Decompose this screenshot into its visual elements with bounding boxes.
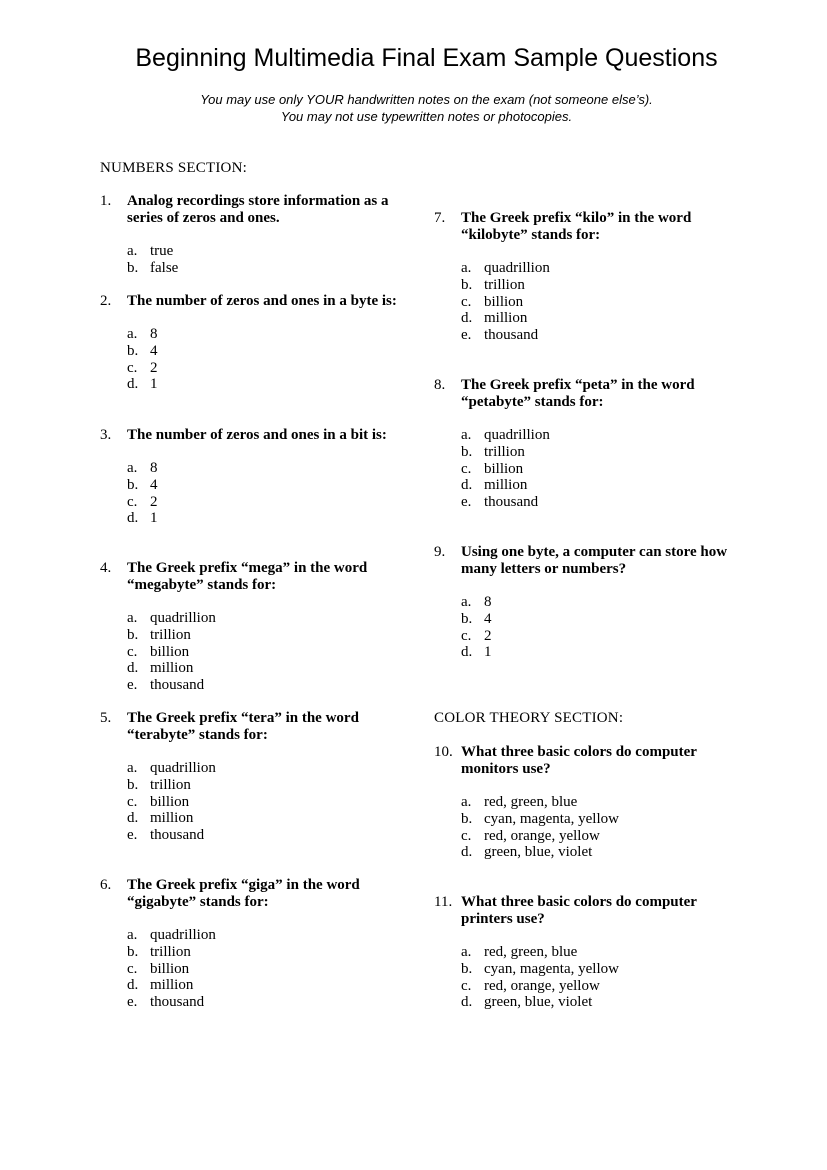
option-letter: d.: [127, 810, 139, 827]
option-text: 1: [484, 644, 492, 661]
option-letter: c.: [127, 793, 138, 810]
option-text: quadrillion: [484, 260, 550, 276]
option-text: million: [484, 310, 528, 327]
option-letter: d.: [461, 644, 473, 661]
answer-option: [127, 994, 417, 1011]
section-heading-numbers: NUMBERS SECTION:: [100, 160, 247, 176]
option-letter: e.: [127, 994, 138, 1011]
option-text: quadrillion: [484, 427, 550, 443]
answer-option: [127, 510, 417, 527]
exam-note-typewritten: You may not use typewritten notes or photocopies.: [280, 109, 573, 124]
question-text: The Greek prefix “tera” in the word “terabyte” stands for:: [127, 710, 359, 743]
option-letter: a.: [461, 794, 472, 810]
answer-option: [127, 360, 417, 377]
question-number: 9.: [434, 544, 446, 560]
option-letter: e.: [461, 327, 472, 344]
answer-option: [461, 477, 736, 494]
answer-option: [461, 644, 736, 661]
option-letter: e.: [127, 677, 138, 694]
question-text: The number of zeros and ones in a bit is:: [127, 427, 387, 443]
answer-option: [461, 294, 736, 311]
option-letter: c.: [127, 359, 138, 376]
option-text: billion: [484, 293, 524, 310]
option-letter: d.: [461, 477, 473, 494]
option-text: 8: [150, 460, 158, 476]
answer-option: [127, 627, 417, 644]
option-letter: e.: [127, 827, 138, 844]
question-number: 4.: [100, 560, 112, 576]
option-letter: a.: [461, 260, 472, 276]
option-text: red, orange, yellow: [484, 827, 600, 844]
option-text: quadrillion: [150, 760, 216, 776]
answer-option: [461, 310, 736, 327]
answer-option: [127, 944, 417, 961]
answer-list: [100, 760, 417, 844]
answer-option: [461, 828, 736, 845]
answer-option: [127, 644, 417, 661]
option-letter: c.: [127, 960, 138, 977]
answer-option: [127, 376, 417, 393]
answer-option: [127, 243, 417, 260]
option-text: billion: [150, 643, 190, 660]
question-10: [434, 744, 736, 861]
option-letter: d.: [127, 376, 139, 393]
option-text: trillion: [150, 943, 191, 960]
answer-list: [100, 243, 417, 277]
answer-list: [100, 326, 417, 393]
option-text: green, blue, violet: [484, 844, 593, 861]
answer-list: [434, 944, 736, 1011]
question-number: 11.: [434, 894, 453, 910]
answer-option: [461, 327, 736, 344]
answer-option: [127, 260, 417, 277]
option-text: thousand: [150, 827, 205, 844]
option-letter: c.: [461, 827, 472, 844]
option-letter: a.: [461, 944, 472, 960]
option-letter: e.: [461, 494, 472, 511]
option-letter: a.: [127, 243, 138, 259]
answer-option: [461, 628, 736, 645]
question-text: What three basic colors do computer monitors use?: [461, 744, 697, 777]
option-letter: b.: [461, 610, 473, 627]
answer-option: [127, 477, 417, 494]
answer-option: [461, 494, 736, 511]
option-text: million: [150, 977, 194, 994]
question-2: [100, 293, 417, 393]
option-text: 4: [150, 342, 158, 359]
option-letter: d.: [461, 310, 473, 327]
exam-note-handwritten: You may use only YOUR handwritten notes on the exam (not someone else’s).: [200, 92, 653, 107]
question-text: Using one byte, a computer can store how many letters or numbers?: [461, 544, 728, 577]
option-text: trillion: [484, 276, 525, 293]
option-letter: b.: [127, 776, 139, 793]
option-letter: a.: [127, 760, 138, 776]
question-text: The Greek prefix “peta” in the word “petabyte” stands for:: [461, 377, 695, 410]
option-text: billion: [484, 460, 524, 477]
question-text: The Greek prefix “kilo” in the word “kilobyte” stands for:: [461, 210, 692, 243]
question-9: [434, 544, 736, 661]
option-text: million: [484, 477, 528, 494]
question-text: The Greek prefix “giga” in the word “gigabyte” stands for:: [127, 877, 360, 910]
answer-option: [127, 927, 417, 944]
option-letter: d.: [127, 977, 139, 994]
option-letter: b.: [127, 259, 139, 276]
option-text: 8: [150, 326, 158, 342]
answer-option: [127, 660, 417, 677]
option-letter: c.: [461, 627, 472, 644]
option-letter: d.: [461, 994, 473, 1011]
option-letter: c.: [461, 293, 472, 310]
question-4: [100, 560, 417, 694]
answer-option: [461, 461, 736, 478]
option-letter: c.: [461, 977, 472, 994]
answer-option: [127, 961, 417, 978]
option-text: green, blue, violet: [484, 994, 593, 1011]
option-text: million: [150, 660, 194, 677]
question-8: [434, 377, 736, 511]
answer-list: [434, 260, 736, 344]
option-text: trillion: [150, 626, 191, 643]
option-text: red, green, blue: [484, 794, 578, 810]
option-text: thousand: [150, 677, 205, 694]
question-text: Analog recordings store information as a series of zeros and ones.: [127, 193, 389, 226]
option-text: 4: [484, 610, 492, 627]
option-text: trillion: [150, 776, 191, 793]
answer-option: [127, 810, 417, 827]
question-3: [100, 427, 417, 527]
option-letter: b.: [127, 626, 139, 643]
answer-option: [461, 844, 736, 861]
answer-option: [461, 611, 736, 628]
question-number: 10.: [434, 744, 453, 760]
question-1: [100, 193, 417, 277]
option-letter: d.: [461, 844, 473, 861]
answer-option: [461, 811, 736, 828]
question-number: 8.: [434, 377, 446, 393]
answer-option: [461, 260, 736, 277]
answer-option: [461, 427, 736, 444]
option-text: billion: [150, 793, 190, 810]
answer-list: [100, 927, 417, 1011]
question-11: [434, 894, 736, 1011]
option-letter: c.: [127, 643, 138, 660]
question-number: 5.: [100, 710, 112, 726]
answer-option: [127, 827, 417, 844]
option-text: cyan, magenta, yellow: [484, 960, 619, 977]
option-text: thousand: [484, 327, 539, 344]
answer-option: [127, 677, 417, 694]
answer-list: [434, 794, 736, 861]
answer-option: [127, 760, 417, 777]
option-letter: d.: [127, 660, 139, 677]
answer-list: [434, 594, 736, 661]
option-letter: b.: [127, 943, 139, 960]
option-text: 1: [150, 376, 158, 393]
option-letter: b.: [461, 810, 473, 827]
option-text: thousand: [150, 994, 205, 1011]
question-text: The Greek prefix “mega” in the word “megabyte” stands for:: [127, 560, 368, 593]
option-text: false: [150, 259, 179, 276]
option-text: quadrillion: [150, 927, 216, 943]
option-letter: a.: [127, 610, 138, 626]
option-letter: b.: [461, 960, 473, 977]
option-letter: c.: [127, 493, 138, 510]
answer-option: [461, 944, 736, 961]
option-text: 2: [150, 493, 158, 510]
option-letter: a.: [461, 427, 472, 443]
option-text: quadrillion: [150, 610, 216, 626]
question-6: [100, 877, 417, 1011]
option-letter: b.: [127, 476, 139, 493]
section-heading-color-theory: COLOR THEORY SECTION:: [434, 710, 624, 726]
option-letter: a.: [127, 927, 138, 943]
option-letter: c.: [461, 460, 472, 477]
option-letter: a.: [127, 460, 138, 476]
answer-option: [127, 326, 417, 343]
option-text: true: [150, 243, 174, 259]
answer-option: [461, 978, 736, 995]
answer-option: [127, 343, 417, 360]
page-title: Beginning Multimedia Final Exam Sample Questions: [135, 44, 718, 72]
answer-list: [434, 427, 736, 511]
option-letter: b.: [461, 443, 473, 460]
option-text: 2: [484, 627, 492, 644]
answer-option: [461, 794, 736, 811]
option-text: cyan, magenta, yellow: [484, 810, 619, 827]
option-text: red, orange, yellow: [484, 977, 600, 994]
question-number: 6.: [100, 877, 112, 893]
answer-option: [127, 977, 417, 994]
answer-option: [127, 794, 417, 811]
option-text: billion: [150, 960, 190, 977]
question-5: [100, 710, 417, 844]
answer-option: [461, 994, 736, 1011]
option-letter: a.: [127, 326, 138, 342]
answer-list: [100, 610, 417, 694]
option-text: million: [150, 810, 194, 827]
answer-option: [127, 494, 417, 511]
answer-option: [127, 777, 417, 794]
option-letter: d.: [127, 510, 139, 527]
answer-option: [127, 610, 417, 627]
question-text: What three basic colors do computer printers use?: [461, 894, 697, 927]
option-letter: b.: [461, 276, 473, 293]
option-text: 2: [150, 359, 158, 376]
option-text: 1: [150, 510, 158, 527]
option-text: trillion: [484, 443, 525, 460]
answer-option: [461, 594, 736, 611]
answer-option: [461, 277, 736, 294]
question-number: 3.: [100, 427, 112, 443]
answer-list: [100, 460, 417, 527]
question-7: [434, 210, 736, 344]
option-letter: a.: [461, 594, 472, 610]
option-text: 8: [484, 594, 492, 610]
answer-option: [461, 961, 736, 978]
option-letter: b.: [127, 342, 139, 359]
option-text: 4: [150, 476, 158, 493]
answer-option: [461, 444, 736, 461]
question-number: 1.: [100, 193, 112, 209]
question-text: The number of zeros and ones in a byte is:: [127, 293, 397, 309]
answer-option: [127, 460, 417, 477]
question-number: 2.: [100, 293, 112, 309]
option-text: red, green, blue: [484, 944, 578, 960]
question-number: 7.: [434, 210, 446, 226]
option-text: thousand: [484, 494, 539, 511]
